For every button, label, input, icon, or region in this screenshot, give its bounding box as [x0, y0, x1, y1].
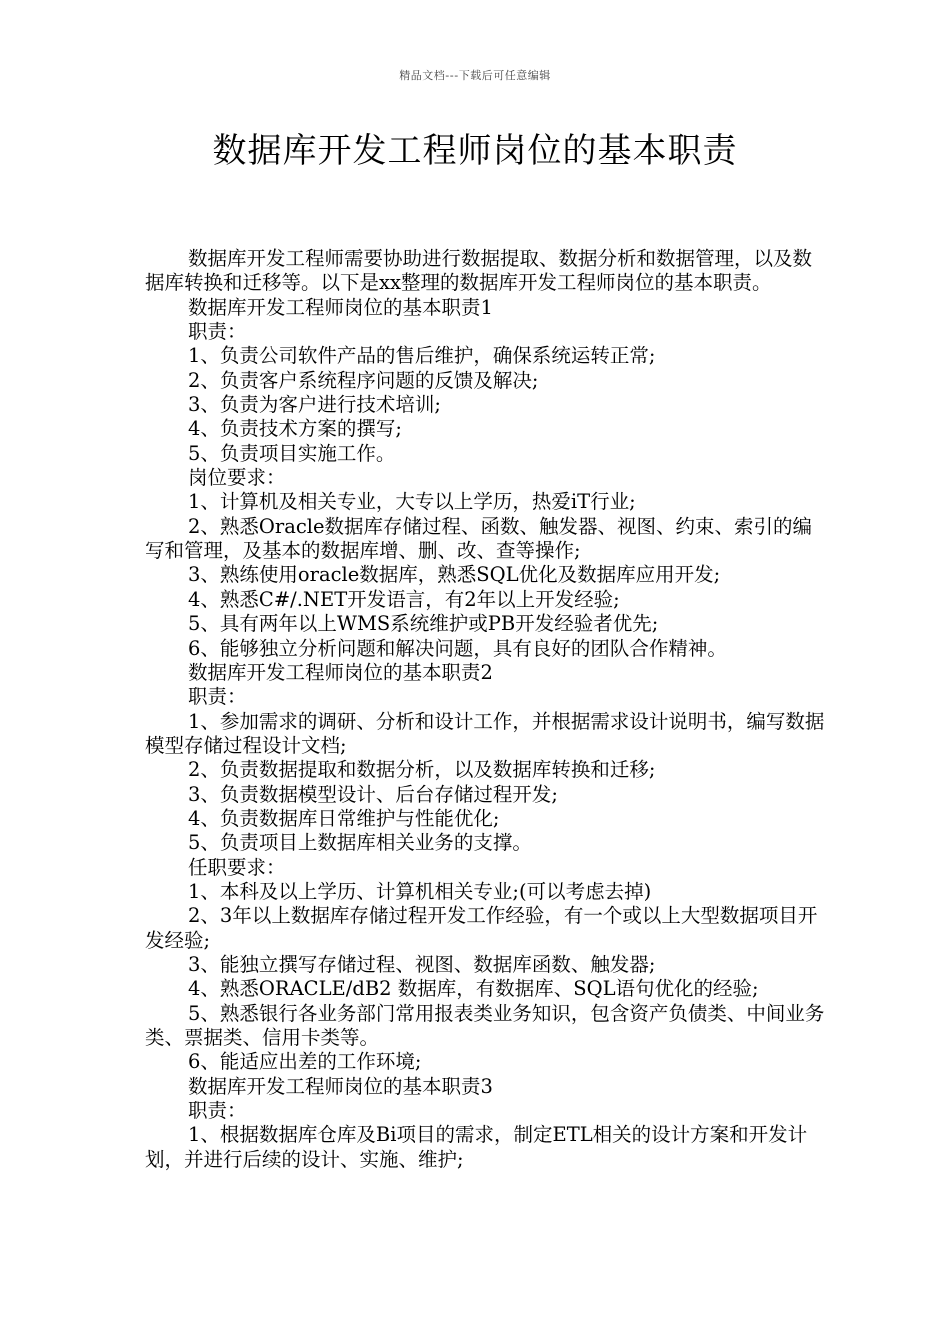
header-note: 精品文档---下载后可任意编辑 — [399, 69, 551, 82]
section-heading-1: 数据库开发工程师岗位的基本职责1 — [188, 295, 493, 319]
document-body — [145, 247, 827, 1172]
list-item: 2、负责数据提取和数据分析，以及数据库转换和迁移; — [188, 758, 656, 782]
requirements-label: 任职要求： — [188, 855, 286, 879]
list-item: 1、负责公司软件产品的售后维护，确保系统运转正常; — [188, 344, 656, 368]
list-item: 3、能独立撰写存储过程、视图、数据库函数、触发器; — [188, 952, 656, 976]
duties-label: 职责： — [188, 1099, 247, 1123]
list-item: 1、本科及以上学历、计算机相关专业;(可以考虑去掉) — [188, 879, 652, 903]
list-item: 2、3年以上数据库存储过程开发工作经验，有一个或以上大型数据项目开发经验; — [145, 904, 818, 952]
list-item: 4、熟悉C#/.NET开发语言，有2年以上开发经验; — [188, 587, 620, 611]
duties-label: 职责： — [188, 320, 247, 344]
list-item: 1、参加需求的调研、分析和设计工作，并根据需求设计说明书，编写数据模型存储过程设计文档; — [145, 709, 825, 757]
list-item: 4、负责技术方案的撰写; — [188, 417, 402, 441]
list-item: 2、熟悉Oracle数据库存储过程、函数、触发器、视图、约束、索引的编写和管理，及基本的数据库增、删、改、查等操作; — [145, 514, 813, 563]
list-item: 1、根据数据库仓库及Bi项目的需求，制定ETL相关的设计方案和开发计划，并进行后续的设计、实施、维护; — [145, 1123, 808, 1171]
list-item: 5、熟悉银行各业务部门常用报表类业务知识，包含资产负债类、中间业务类、票据类、信用卡类等。 — [145, 1001, 825, 1049]
section-heading-3: 数据库开发工程师岗位的基本职责3 — [188, 1074, 493, 1098]
list-item: 4、负责数据库日常维护与性能优化; — [188, 806, 500, 830]
list-item: 6、能够独立分析问题和解决问题，具有良好的团队合作精神。 — [188, 636, 727, 660]
section-heading-2: 数据库开发工程师岗位的基本职责2 — [188, 660, 493, 684]
list-item: 5、负责项目上数据库相关业务的支撑。 — [188, 831, 532, 855]
list-item: 3、熟练使用oracle数据库，熟悉SQL优化及数据库应用开发; — [188, 563, 721, 587]
document-title: 数据库开发工程师岗位的基本职责 — [212, 131, 738, 171]
list-item: 3、负责为客户进行技术培训; — [188, 393, 441, 417]
requirements-label: 岗位要求： — [188, 466, 286, 490]
list-item: 4、熟悉ORACLE/dB2 数据库，有数据库、SQL语句优化的经验; — [188, 977, 759, 1001]
list-item: 3、负责数据模型设计、后台存储过程开发; — [188, 782, 558, 806]
duties-label: 职责： — [188, 685, 247, 709]
intro-paragraph: 数据库开发工程师需要协助进行数据提取、数据分析和数据管理，以及数据库转换和迁移等。以下是xx整理的数据库开发工程师岗位的基本职责。 — [145, 247, 813, 295]
list-item: 2、负责客户系统程序问题的反馈及解决; — [188, 368, 539, 392]
list-item: 5、具有两年以上WMS系统维护或PB开发经验者优先; — [188, 612, 659, 636]
list-item: 1、计算机及相关专业，大专以上学历，热爱iT行业; — [188, 490, 636, 514]
list-item: 5、负责项目实施工作。 — [188, 441, 396, 465]
list-item: 6、能适应出差的工作环境; — [188, 1050, 422, 1074]
